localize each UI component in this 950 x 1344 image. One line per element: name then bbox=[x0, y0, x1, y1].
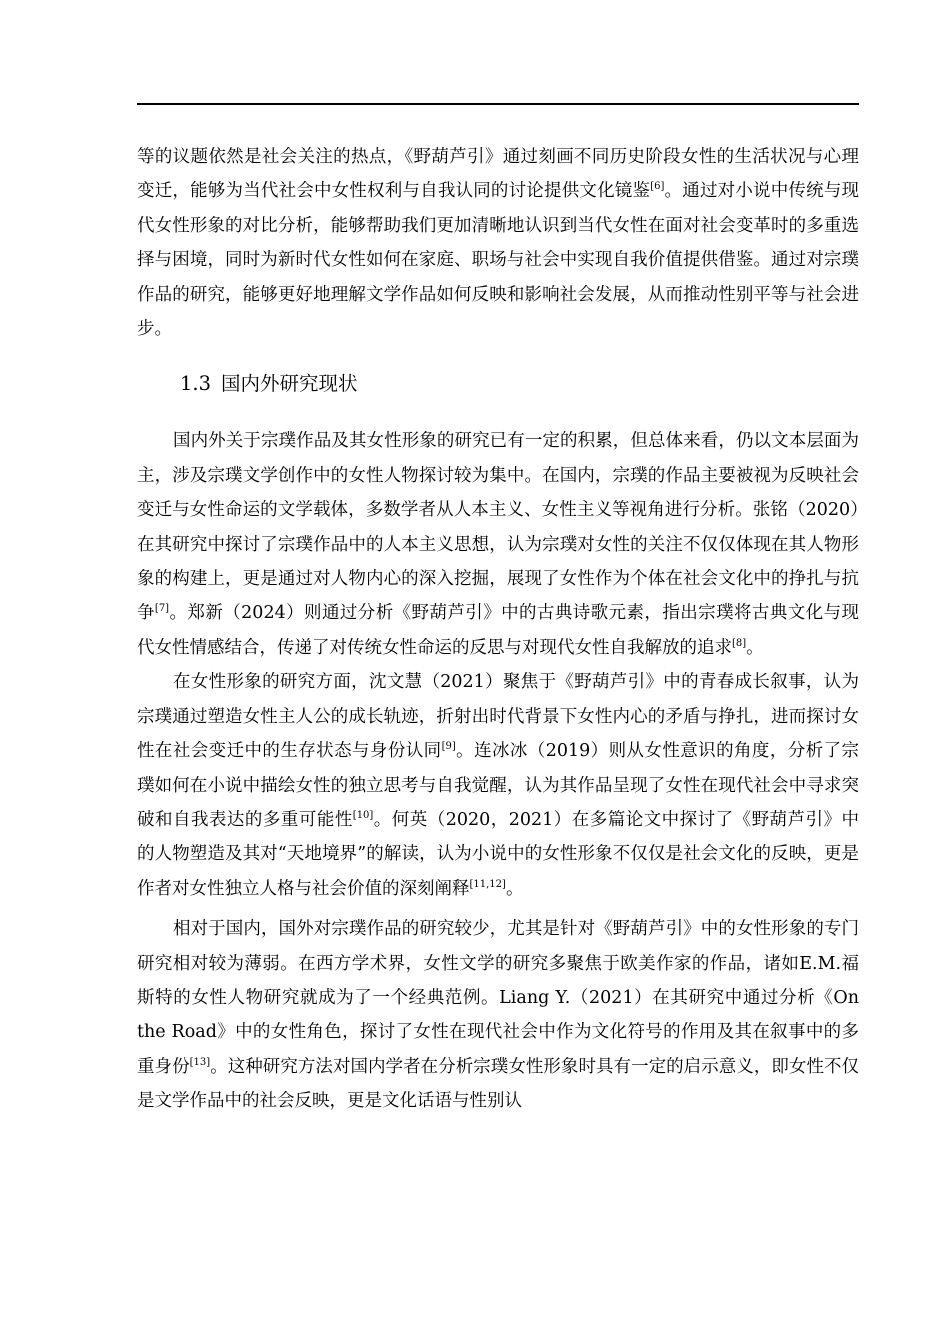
text-run: 国内外关于宗璞作品及其女性形象的研究已有一定的积累，但总体来看，仍以文本层面为主，涉及宗璞文学创作中的女性人物探讨较为集中。在国内，宗璞的作品主要被视为反映社会变迁与女性命运的文学载体，多数学者从人本主义、女性主义等视角进行分析。张铭（2020）在其研究中探讨了宗璞作品中的人本主义思想，认为宗璞对女性的关注不仅仅体现在其人物形象的构建上，更是通过对人物内心的深入挖掘，展现了女性作为个体在社会文化中的挣扎与抗争 bbox=[137, 431, 859, 624]
text-run: 相对于国内，国外对宗璞作品的研究较少，尤其是针对《野葫芦引》中的女性形象的专门研究相对较为薄弱。在西方学术界，女性文学的研究多聚焦于欧美作家的作品，诸如E.M.福斯特的女性人物研究就成为了一个经典范例。Liang Y.（2021）在其研究中通过分析《On the Road》中的女性角色，探讨了女性在现代社会中作为文化符号的作用及其在叙事中的多重身份 bbox=[137, 919, 859, 1077]
citation-ref: [7] bbox=[154, 603, 170, 615]
text-run: 。 bbox=[505, 878, 524, 899]
citation-ref: [10] bbox=[352, 809, 374, 821]
citation-ref: [13] bbox=[189, 1056, 211, 1068]
text-run: 。通过对小说中传统与现代女性形象的对比分析，能够帮助我们更加清晰地认识到当代女性在面对社会变革时的多重选择与困境，同时为新时代女性如何在家庭、职场与社会中实现自我价值提供借鉴。通过对宗璞作品的研究，能够更好地理解文学作品如何反映和影响社会发展，从而推动性别平等与社会进步。 bbox=[137, 181, 860, 340]
section-title: 国内外研究现状 bbox=[221, 372, 358, 396]
paragraph-domestic-research bbox=[137, 424, 859, 665]
text-run: 。 bbox=[746, 637, 764, 658]
text-run: 。郑新（2024）则通过分析《野葫芦引》中的古典诗歌元素，指出宗璞将古典文化与现代女性情感结合，传递了对传统女性命运的反思与对现代女性自我解放的追求 bbox=[137, 603, 859, 658]
text-run: 。何英（2020，2021）在多篇论文中探讨了《野葫芦引》中的人物塑造及其对“天地境界”的解读，认为小说中的女性形象不仅仅是社会文化的反映，更是作者对女性独立人格与社会价值的深刻阐释 bbox=[137, 809, 859, 899]
section-number: 1.3 bbox=[180, 372, 212, 396]
text-run: 。这种研究方法对国内学者在分析宗璞女性形象时具有一定的启示意义，即女性不仅是文学作品中的社会反映，更是文化话语与性别认 bbox=[137, 1056, 860, 1112]
citation-ref: [11,12] bbox=[469, 878, 506, 890]
document-body bbox=[137, 140, 859, 1119]
paragraph-female-image-research bbox=[137, 665, 859, 906]
text-run: 等的议题依然是社会关注的热点，《野葫芦引》通过刻画不同历史阶段女性的生活状况与心理变迁，能够为当代社会中女性权利与自我认同的讨论提供文化镜鉴 bbox=[137, 147, 859, 202]
text-run: 在女性形象的研究方面，沈文慧（2021）聚焦于《野葫芦引》中的青春成长叙事，认为宗璞通过塑造女性主人公的成长轨迹，折射出时代背景下女性内心的矛盾与挣扎，进而探讨女性在社会变迁中的生存状态与身份认同 bbox=[137, 672, 859, 762]
section-heading bbox=[137, 364, 859, 404]
citation-ref: [8] bbox=[732, 637, 747, 649]
citation-ref: [6] bbox=[650, 181, 665, 193]
paragraph-foreign-research bbox=[137, 912, 859, 1118]
text-run: 。连冰冰（2019）则从女性意识的角度，分析了宗璞如何在小说中描绘女性的独立思考与自我觉醒，认为其作品呈现了女性在现代社会中寻求突破和自我表达的多重可能性 bbox=[137, 741, 859, 830]
citation-ref: [9] bbox=[441, 741, 456, 753]
header-rule bbox=[137, 103, 859, 105]
paragraph-significance-continued bbox=[137, 140, 859, 346]
